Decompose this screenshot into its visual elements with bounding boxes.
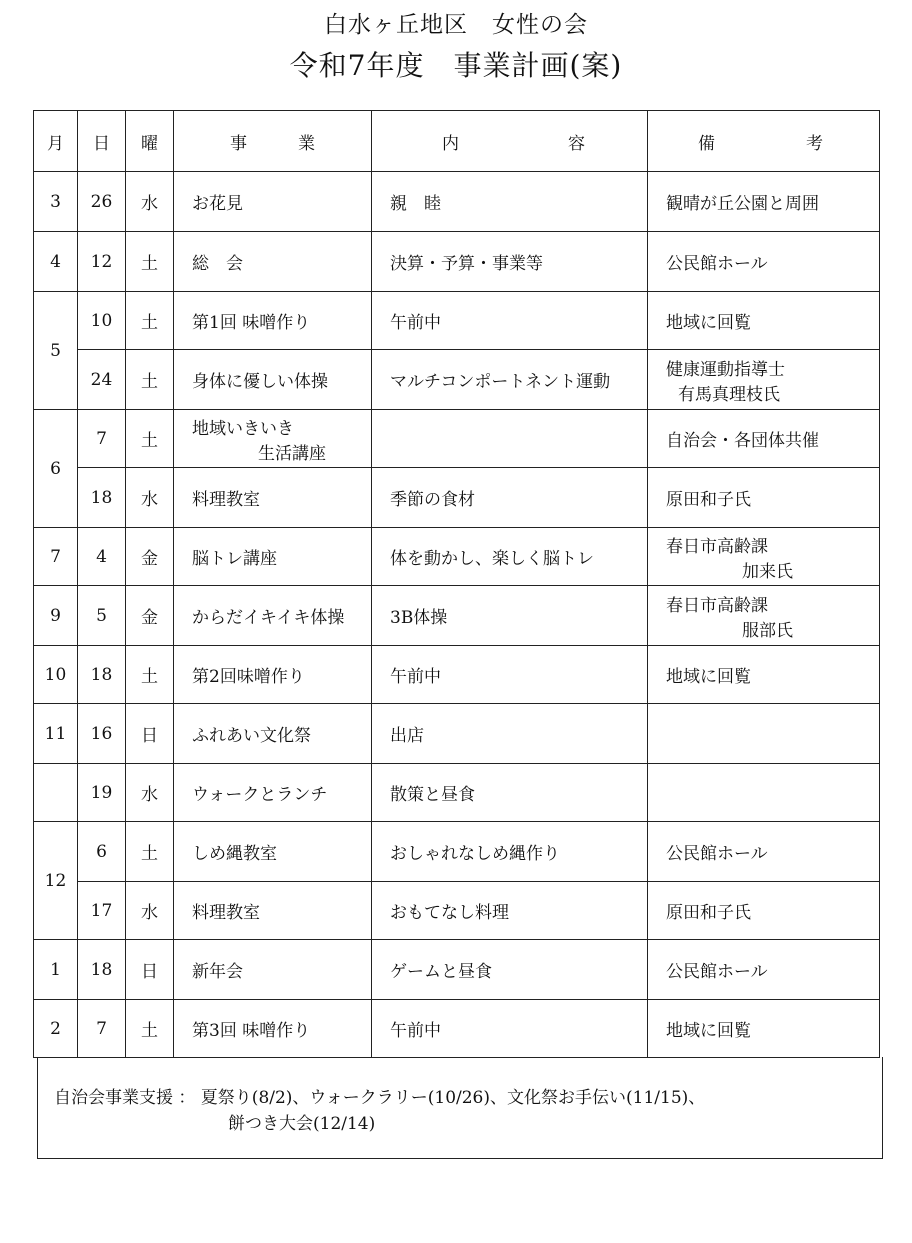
- day-cell: 24: [78, 350, 126, 410]
- table-row: [34, 822, 880, 882]
- content-cell: おしゃれなしめ縄作り: [372, 822, 648, 882]
- remarks-cell: 公民館ホール: [648, 822, 880, 882]
- header-remarks: [648, 111, 880, 172]
- remarks-cell: 原田和子氏: [648, 882, 880, 940]
- remarks-cell: 地域に回覧: [648, 292, 880, 350]
- remarks-cell: [648, 764, 880, 822]
- table-row: [34, 350, 880, 410]
- month-cell: 7: [34, 528, 78, 586]
- table-header-row: [34, 111, 880, 172]
- content-cell: ゲームと昼食: [372, 940, 648, 1000]
- day-cell: 7: [78, 410, 126, 468]
- remarks-cell: 地域に回覧: [648, 646, 880, 704]
- day-cell: 16: [78, 704, 126, 764]
- day-cell: 7: [78, 1000, 126, 1058]
- day-cell: 17: [78, 882, 126, 940]
- header-content-a: 内: [442, 133, 459, 154]
- weekday-cell: 土: [126, 232, 174, 292]
- content-cell: 親 睦: [372, 172, 648, 232]
- content-cell: 午前中: [372, 646, 648, 704]
- day-cell: 18: [78, 468, 126, 528]
- remarks-cell: 公民館ホール: [648, 940, 880, 1000]
- table-row: [34, 468, 880, 528]
- remarks-line1: 健康運動指導士: [666, 359, 785, 380]
- weekday-cell: 土: [126, 822, 174, 882]
- remarks-line2: 加来氏: [742, 561, 793, 582]
- day-cell: 10: [78, 292, 126, 350]
- weekday-cell: 金: [126, 586, 174, 646]
- remarks-line1: 春日市高齢課: [666, 536, 768, 557]
- day-cell: 5: [78, 586, 126, 646]
- content-cell: マルチコンポートネント運動: [372, 350, 648, 410]
- remarks-cell: [648, 586, 880, 646]
- remarks-cell: 観晴が丘公園と周囲: [648, 172, 880, 232]
- content-cell: 3B体操: [372, 586, 648, 646]
- remarks-cell: 地域に回覧: [648, 1000, 880, 1058]
- table-row: [34, 940, 880, 1000]
- header-event-b: 業: [298, 133, 315, 154]
- month-cell: 12: [34, 822, 78, 940]
- header-remarks-a: 備: [698, 133, 715, 154]
- remarks-cell: 公民館ホール: [648, 232, 880, 292]
- header-content-b: 容: [568, 133, 585, 154]
- header-event: [174, 111, 372, 172]
- table-row: [34, 882, 880, 940]
- weekday-cell: 水: [126, 172, 174, 232]
- remarks-cell: [648, 704, 880, 764]
- day-cell: 12: [78, 232, 126, 292]
- event-cell: ウォークとランチ: [174, 764, 372, 822]
- content-cell: おもてなし料理: [372, 882, 648, 940]
- remarks-line2: 有馬真理枝氏: [678, 384, 780, 405]
- content-cell: 午前中: [372, 292, 648, 350]
- month-cell: 10: [34, 646, 78, 704]
- header-month: 月: [34, 111, 78, 172]
- month-cell: 4: [34, 232, 78, 292]
- event-cell: [174, 410, 372, 468]
- weekday-cell: 土: [126, 292, 174, 350]
- weekday-cell: 日: [126, 704, 174, 764]
- table-row: [34, 764, 880, 822]
- month-cell: [34, 764, 78, 822]
- content-cell: 体を動かし、楽しく脳トレ: [372, 528, 648, 586]
- weekday-cell: 金: [126, 528, 174, 586]
- weekday-cell: 土: [126, 646, 174, 704]
- remarks-line2: 服部氏: [742, 620, 793, 641]
- table-row: [34, 172, 880, 232]
- content-cell: 午前中: [372, 1000, 648, 1058]
- weekday-cell: 水: [126, 764, 174, 822]
- month-cell: 9: [34, 586, 78, 646]
- month-cell: 6: [34, 410, 78, 528]
- header-event-a: 事: [230, 133, 247, 154]
- event-cell: 料理教室: [174, 882, 372, 940]
- footer-line2: 餅つき大会(12/14): [228, 1114, 376, 1134]
- content-cell: 決算・予算・事業等: [372, 232, 648, 292]
- day-cell: 18: [78, 646, 126, 704]
- table-row: [34, 704, 880, 764]
- remarks-cell: 原田和子氏: [648, 468, 880, 528]
- event-line1: 地域いきいき: [192, 418, 294, 439]
- day-cell: 18: [78, 940, 126, 1000]
- weekday-cell: 土: [126, 350, 174, 410]
- weekday-cell: 日: [126, 940, 174, 1000]
- table-row: [34, 528, 880, 586]
- footer-line1: 自治会事業支援 ： 夏祭り(8/2)、ウォークラリー(10/26)、文化祭お手伝い(11/15)、: [54, 1088, 706, 1108]
- event-cell: お花見: [174, 172, 372, 232]
- content-cell: 出店: [372, 704, 648, 764]
- table-row: [34, 1000, 880, 1058]
- month-cell: 3: [34, 172, 78, 232]
- day-cell: 6: [78, 822, 126, 882]
- content-cell: [372, 410, 648, 468]
- header-remarks-b: 考: [806, 133, 823, 154]
- event-cell: 第2回味噌作り: [174, 646, 372, 704]
- event-cell: からだイキイキ体操: [174, 586, 372, 646]
- event-cell: 料理教室: [174, 468, 372, 528]
- event-cell: 第1回 味噌作り: [174, 292, 372, 350]
- table-row: [34, 410, 880, 468]
- header-content: [372, 111, 648, 172]
- day-cell: 4: [78, 528, 126, 586]
- month-cell: 1: [34, 940, 78, 1000]
- header-day: 日: [78, 111, 126, 172]
- table-row: [34, 232, 880, 292]
- content-cell: 散策と昼食: [372, 764, 648, 822]
- header-weekday: 曜: [126, 111, 174, 172]
- event-cell: 総 会: [174, 232, 372, 292]
- table-row: [34, 292, 880, 350]
- remarks-line1: 春日市高齢課: [666, 595, 768, 616]
- event-cell: 身体に優しい体操: [174, 350, 372, 410]
- weekday-cell: 土: [126, 410, 174, 468]
- table-row: [34, 586, 880, 646]
- table-row: [34, 646, 880, 704]
- remarks-cell: [648, 528, 880, 586]
- month-cell: 2: [34, 1000, 78, 1058]
- plan-table: [33, 110, 880, 1058]
- document-title: 令和7年度 事業計画(案): [289, 49, 623, 82]
- event-cell: 新年会: [174, 940, 372, 1000]
- weekday-cell: 土: [126, 1000, 174, 1058]
- event-line2: 生活講座: [258, 443, 326, 464]
- weekday-cell: 水: [126, 882, 174, 940]
- remarks-cell: 自治会・各団体共催: [648, 410, 880, 468]
- month-cell: 5: [34, 292, 78, 410]
- remarks-cell: [648, 350, 880, 410]
- footer-note-box: [37, 1057, 883, 1159]
- weekday-cell: 水: [126, 468, 174, 528]
- day-cell: 19: [78, 764, 126, 822]
- document-subtitle: 白水ヶ丘地区 女性の会: [324, 12, 588, 38]
- day-cell: 26: [78, 172, 126, 232]
- event-cell: 第3回 味噌作り: [174, 1000, 372, 1058]
- event-cell: ふれあい文化祭: [174, 704, 372, 764]
- event-cell: 脳トレ講座: [174, 528, 372, 586]
- month-cell: 11: [34, 704, 78, 764]
- content-cell: 季節の食材: [372, 468, 648, 528]
- event-cell: しめ縄教室: [174, 822, 372, 882]
